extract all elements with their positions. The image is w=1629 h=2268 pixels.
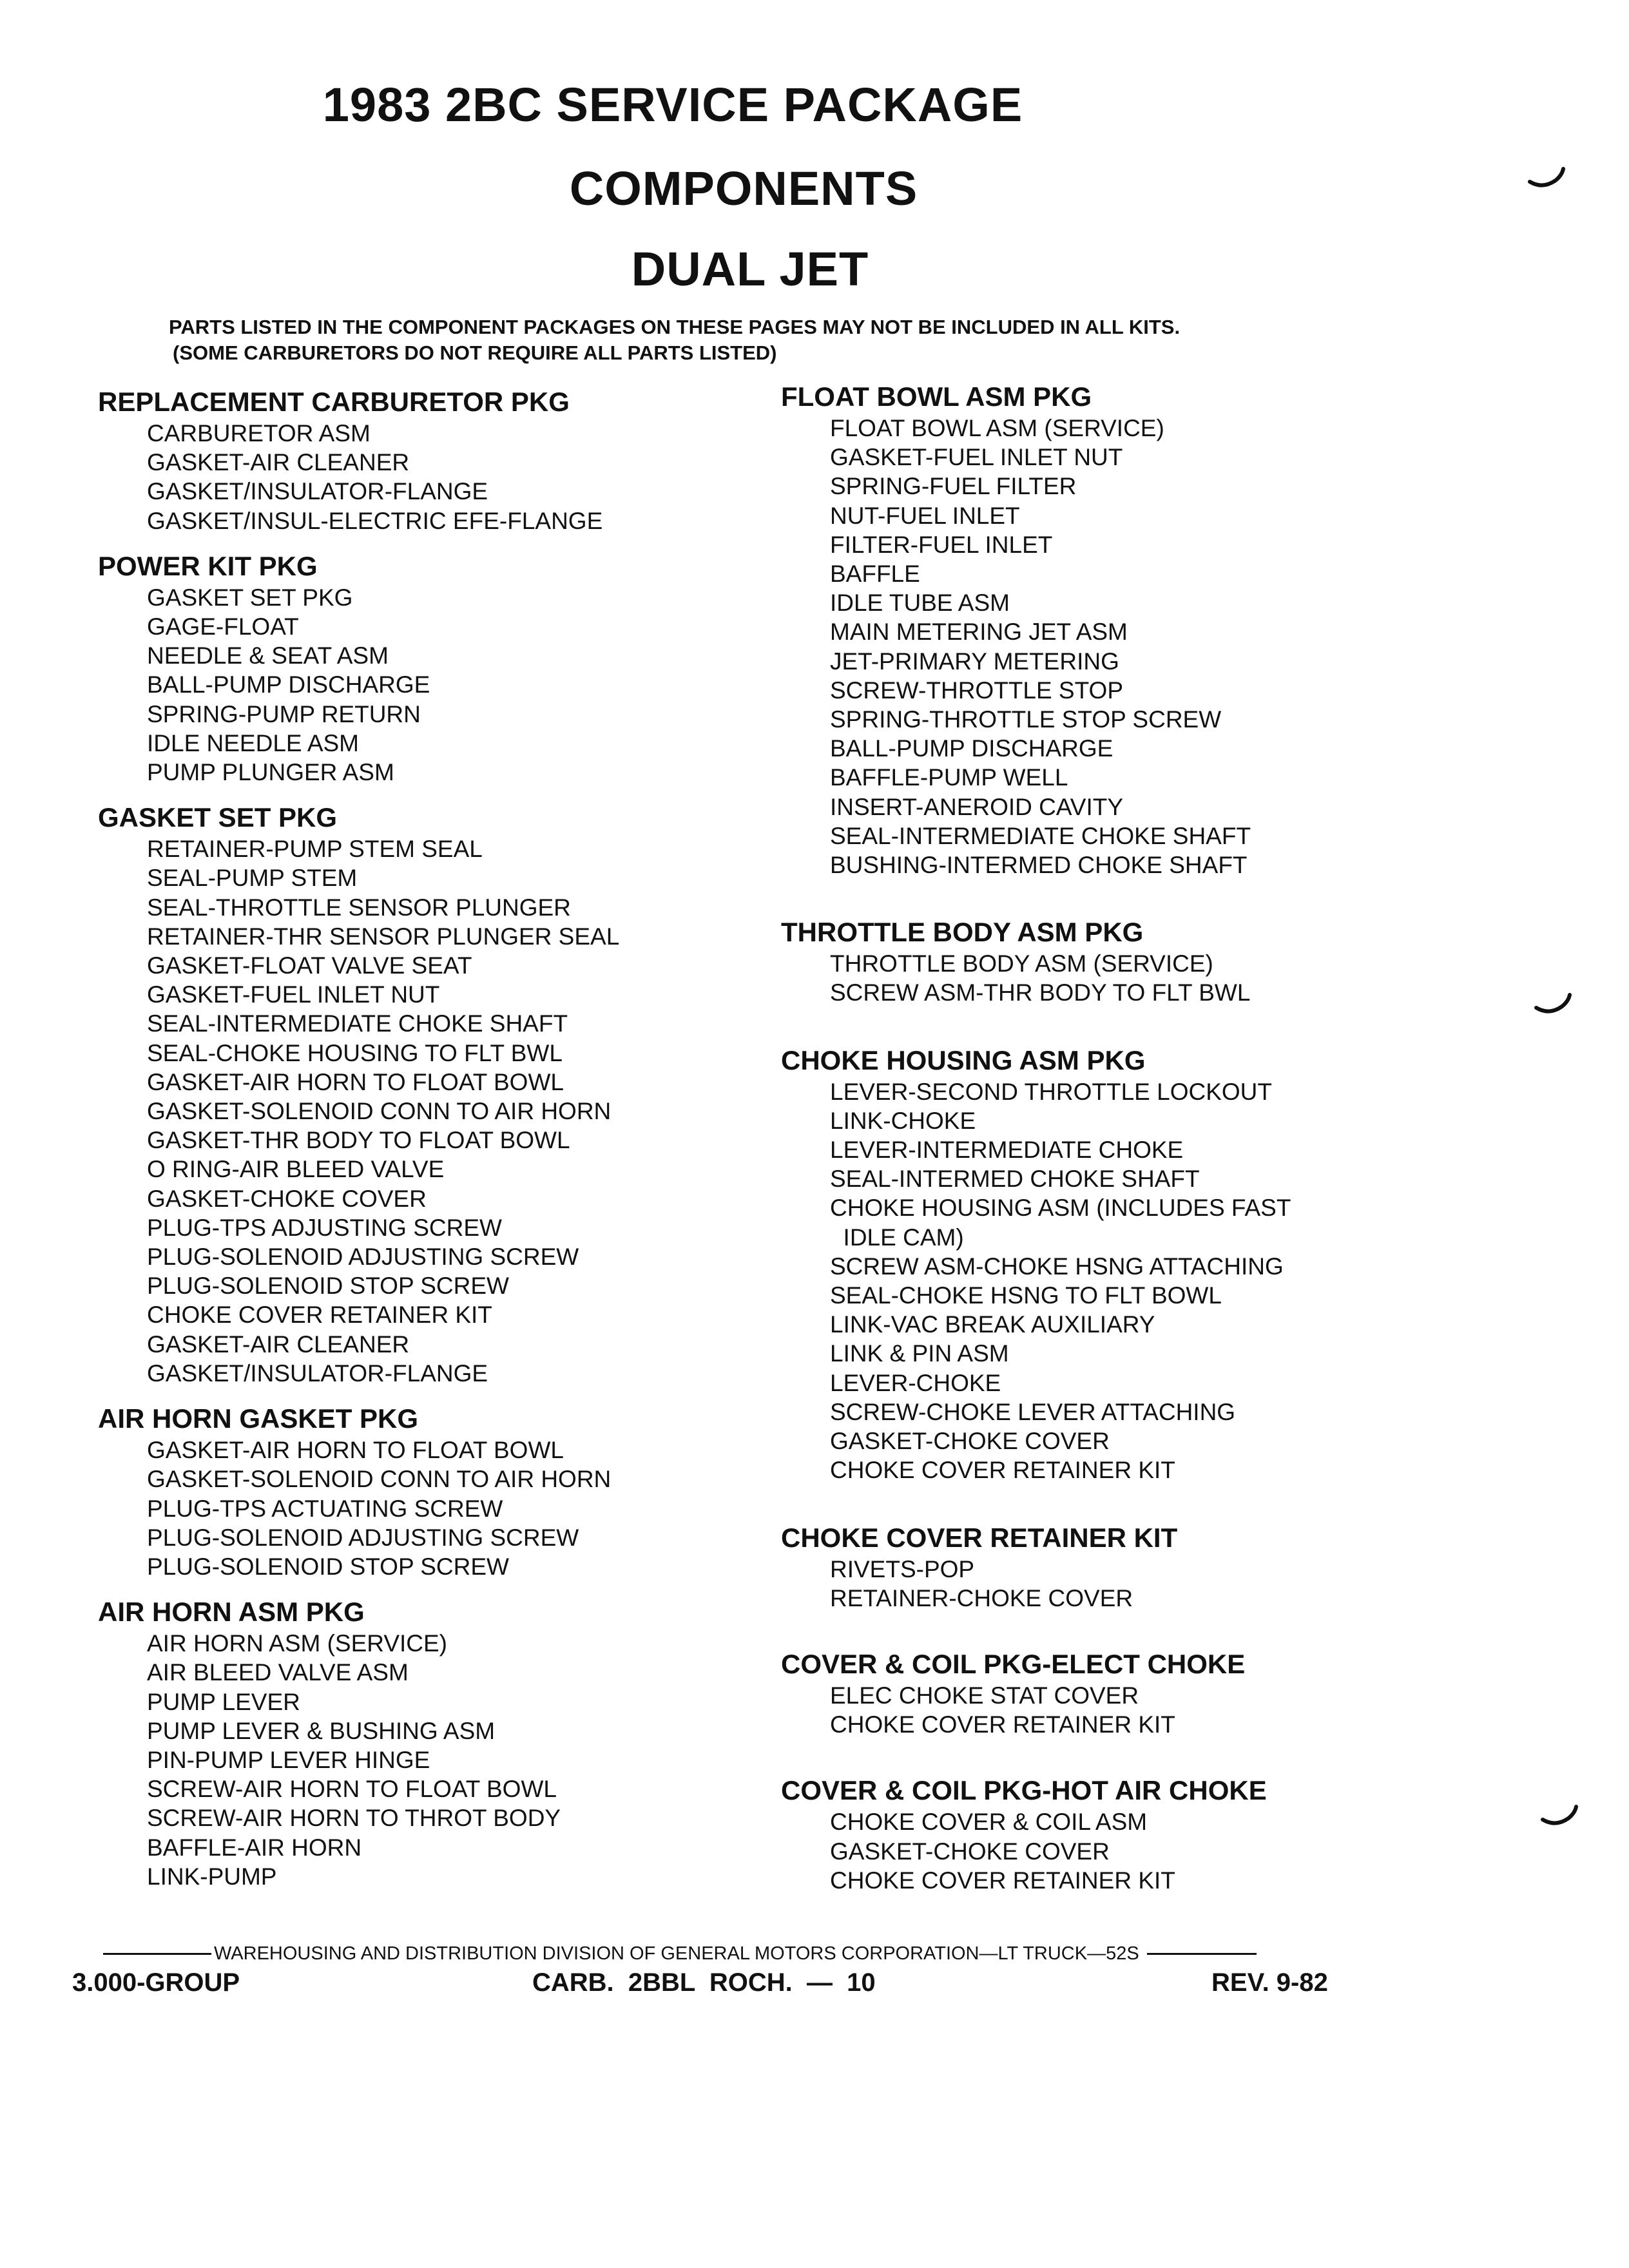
list-item: SCREW ASM-CHOKE HSNG ATTACHING [830, 1253, 1284, 1280]
parts-list [781, 414, 1522, 879]
list-item: GASKET/INSUL-ELECTRIC EFE-FLANGE [147, 507, 603, 534]
list-item: THROTTLE BODY ASM (SERVICE) [830, 950, 1213, 977]
list-item: SCREW-AIR HORN TO FLOAT BOWL [147, 1776, 557, 1803]
list-item: PUMP PLUNGER ASM [147, 759, 394, 786]
section-title: AIR HORN GASKET PKG [98, 1403, 419, 1434]
check-tick-icon [1527, 166, 1566, 192]
section-title: AIR HORN ASM PKG [98, 1597, 365, 1628]
list-item: GASKET-AIR CLEANER [147, 449, 410, 476]
parts-note-line-1: PARTS LISTED IN THE COMPONENT PACKAGES ON THESE PAGES MAY NOT BE INCLUDED IN ALL KITS. [169, 316, 1181, 338]
parts-list [98, 583, 775, 787]
section-title: POWER KIT PKG [98, 550, 318, 581]
list-item: GASKET/INSULATOR-FLANGE [147, 1360, 488, 1387]
list-item: SPRING-FUEL FILTER [830, 473, 1077, 500]
parts-list [98, 419, 775, 535]
page-title: 1983 2BC SERVICE PACKAGE [322, 78, 1023, 131]
list-item: BAFFLE-PUMP WELL [830, 764, 1068, 791]
left-column [98, 385, 775, 1891]
list-item: SEAL-CHOKE HOUSING TO FLT BWL [147, 1039, 563, 1066]
list-item: MAIN METERING JET ASM [830, 619, 1128, 646]
list-item: LINK & PIN ASM [830, 1340, 1009, 1367]
section-replacement-carburetor [98, 385, 775, 535]
list-item: CHOKE HOUSING ASM (INCLUDES FAST [830, 1195, 1291, 1222]
right-column [781, 380, 1522, 1895]
footer-carb-page: CARB. 2BBL ROCH. — 10 [532, 1968, 876, 1997]
list-item: GASKET-FLOAT VALVE SEAT [147, 952, 472, 979]
list-item: GASKET-FUEL INLET NUT [830, 444, 1123, 471]
list-item: ELEC CHOKE STAT COVER [830, 1682, 1139, 1709]
list-item: SEAL-THROTTLE SENSOR PLUNGER [147, 894, 571, 921]
list-item: PLUG-TPS ADJUSTING SCREW [147, 1214, 502, 1241]
list-item: LINK-VAC BREAK AUXILIARY [830, 1311, 1155, 1338]
footer-group: 3.000-GROUP [72, 1968, 240, 1997]
list-item: PLUG-TPS ACTUATING SCREW [147, 1495, 503, 1522]
page-subtitle: COMPONENTS [569, 162, 918, 215]
list-item: LEVER-SECOND THROTTLE LOCKOUT [830, 1078, 1272, 1105]
footer-division-text: WAREHOUSING AND DISTRIBUTION DIVISION OF GENERAL MOTORS CORPORATION—LT TRUCK—52S [214, 1943, 1139, 1964]
list-item: BUSHING-INTERMED CHOKE SHAFT [830, 852, 1248, 879]
list-item: SCREW-CHOKE LEVER ATTACHING [830, 1398, 1236, 1425]
list-item: CHOKE COVER RETAINER KIT [830, 1457, 1175, 1484]
section-title: CHOKE COVER RETAINER KIT [781, 1522, 1178, 1553]
list-item: GASKET-CHOKE COVER [830, 1428, 1110, 1455]
list-item: GASKET/INSULATOR-FLANGE [147, 478, 488, 505]
list-item: PIN-PUMP LEVER HINGE [147, 1746, 430, 1773]
list-item: GASKET-AIR CLEANER [147, 1331, 410, 1358]
section-title: REPLACEMENT CARBURETOR PKG [98, 387, 570, 417]
list-item: GASKET-CHOKE COVER [830, 1838, 1110, 1865]
list-item: GAGE-FLOAT [147, 613, 299, 640]
list-item: GASKET-AIR HORN TO FLOAT BOWL [147, 1437, 564, 1464]
section-choke-cover-retainer-kit [781, 1521, 1522, 1613]
list-item: CHOKE COVER RETAINER KIT [830, 1867, 1175, 1894]
check-tick-icon [1534, 992, 1572, 1018]
list-item: LINK-PUMP [147, 1863, 277, 1890]
footer-rule-right [1147, 1953, 1257, 1955]
list-item: FLOAT BOWL ASM (SERVICE) [830, 415, 1164, 441]
section-throttle-body-asm [781, 916, 1522, 1007]
list-item: O RING-AIR BLEED VALVE [147, 1156, 445, 1183]
list-item: BALL-PUMP DISCHARGE [830, 735, 1113, 762]
section-air-horn-asm [98, 1595, 775, 1891]
parts-list [781, 1807, 1522, 1895]
list-item: GASKET-SOLENOID CONN TO AIR HORN [147, 1466, 612, 1493]
list-item: JET-PRIMARY METERING [830, 648, 1119, 675]
list-item: RETAINER-CHOKE COVER [830, 1584, 1133, 1611]
list-item: BAFFLE [830, 561, 920, 588]
list-item: CHOKE COVER RETAINER KIT [830, 1711, 1175, 1738]
list-item: SEAL-CHOKE HSNG TO FLT BOWL [830, 1282, 1222, 1309]
list-item: PUMP LEVER & BUSHING ASM [147, 1717, 496, 1744]
list-item: IDLE CAM) [830, 1224, 964, 1251]
list-item: PLUG-SOLENOID ADJUSTING SCREW [147, 1244, 579, 1271]
section-title: THROTTLE BODY ASM PKG [781, 917, 1144, 948]
section-title: FLOAT BOWL ASM PKG [781, 381, 1092, 412]
list-item: SEAL-PUMP STEM [147, 865, 358, 892]
list-item: RIVETS-POP [830, 1555, 975, 1582]
list-item: BAFFLE-AIR HORN [147, 1834, 362, 1861]
section-title: GASKET SET PKG [98, 802, 338, 833]
list-item: INSERT-ANEROID CAVITY [830, 793, 1124, 820]
list-item: SCREW-AIR HORN TO THROT BODY [147, 1805, 561, 1832]
list-item: CHOKE COVER & COIL ASM [830, 1809, 1148, 1836]
parts-list [781, 1681, 1522, 1739]
list-item: IDLE NEEDLE ASM [147, 729, 360, 756]
section-title: COVER & COIL PKG-HOT AIR CHOKE [781, 1775, 1267, 1806]
check-tick-icon [1540, 1804, 1579, 1830]
section-power-kit [98, 550, 775, 787]
parts-note [169, 314, 1329, 366]
parts-list [781, 1077, 1522, 1485]
list-item: SPRING-THROTTLE STOP SCREW [830, 706, 1222, 733]
list-item: AIR BLEED VALVE ASM [147, 1659, 409, 1686]
parts-list [98, 1436, 775, 1581]
list-item: LINK-CHOKE [830, 1107, 976, 1134]
list-item: BALL-PUMP DISCHARGE [147, 671, 430, 698]
list-item: GASKET SET PKG [147, 584, 353, 611]
list-item: AIR HORN ASM (SERVICE) [147, 1630, 448, 1657]
section-gasket-set [98, 801, 775, 1388]
section-air-horn-gasket [98, 1402, 775, 1581]
footer-revision: REV. 9-82 [1211, 1968, 1328, 1997]
list-item: GASKET-AIR HORN TO FLOAT BOWL [147, 1068, 564, 1095]
list-item: GASKET-SOLENOID CONN TO AIR HORN [147, 1098, 612, 1125]
list-item: PLUG-SOLENOID STOP SCREW [147, 1553, 509, 1580]
list-item: PLUG-SOLENOID STOP SCREW [147, 1273, 509, 1300]
list-item: PLUG-SOLENOID ADJUSTING SCREW [147, 1524, 579, 1551]
list-item: CARBURETOR ASM [147, 420, 371, 447]
section-title: CHOKE HOUSING ASM PKG [781, 1044, 1146, 1075]
parts-list [98, 1629, 775, 1891]
list-item: NEEDLE & SEAT ASM [147, 642, 389, 669]
parts-list [781, 949, 1522, 1007]
parts-list [98, 834, 775, 1388]
parts-list [781, 1555, 1522, 1613]
list-item: SEAL-INTERMEDIATE CHOKE SHAFT [830, 822, 1251, 849]
page-subtitle-variant: DUAL JET [631, 242, 869, 296]
list-item: SPRING-PUMP RETURN [147, 700, 421, 727]
list-item: LEVER-INTERMEDIATE CHOKE [830, 1137, 1184, 1164]
section-title: COVER & COIL PKG-ELECT CHOKE [781, 1648, 1246, 1679]
list-item: SCREW ASM-THR BODY TO FLT BWL [830, 979, 1251, 1006]
list-item: CHOKE COVER RETAINER KIT [147, 1302, 492, 1329]
list-item: SEAL-INTERMED CHOKE SHAFT [830, 1166, 1200, 1193]
list-item: FILTER-FUEL INLET [830, 531, 1053, 558]
list-item: IDLE TUBE ASM [830, 590, 1010, 617]
footer-rule-left [103, 1953, 211, 1955]
parts-note-line-2: (SOME CARBURETORS DO NOT REQUIRE ALL PARTS LISTED) [173, 341, 777, 364]
section-cover-coil-hot-air-choke [781, 1774, 1522, 1895]
list-item: SEAL-INTERMEDIATE CHOKE SHAFT [147, 1010, 568, 1037]
section-choke-housing-asm [781, 1044, 1522, 1485]
list-item: SCREW-THROTTLE STOP [830, 677, 1124, 704]
list-item: GASKET-THR BODY TO FLOAT BOWL [147, 1127, 570, 1154]
list-item: NUT-FUEL INLET [830, 502, 1020, 529]
section-float-bowl-asm [781, 380, 1522, 879]
list-item: RETAINER-THR SENSOR PLUNGER SEAL [147, 923, 620, 950]
footer-division-line [103, 1943, 1353, 1965]
list-item: RETAINER-PUMP STEM SEAL [147, 836, 483, 863]
list-item: GASKET-FUEL INLET NUT [147, 981, 440, 1008]
list-item: LEVER-CHOKE [830, 1369, 1001, 1396]
list-item: GASKET-CHOKE COVER [147, 1185, 427, 1212]
list-item: PUMP LEVER [147, 1688, 300, 1715]
section-cover-coil-elect-choke [781, 1648, 1522, 1739]
